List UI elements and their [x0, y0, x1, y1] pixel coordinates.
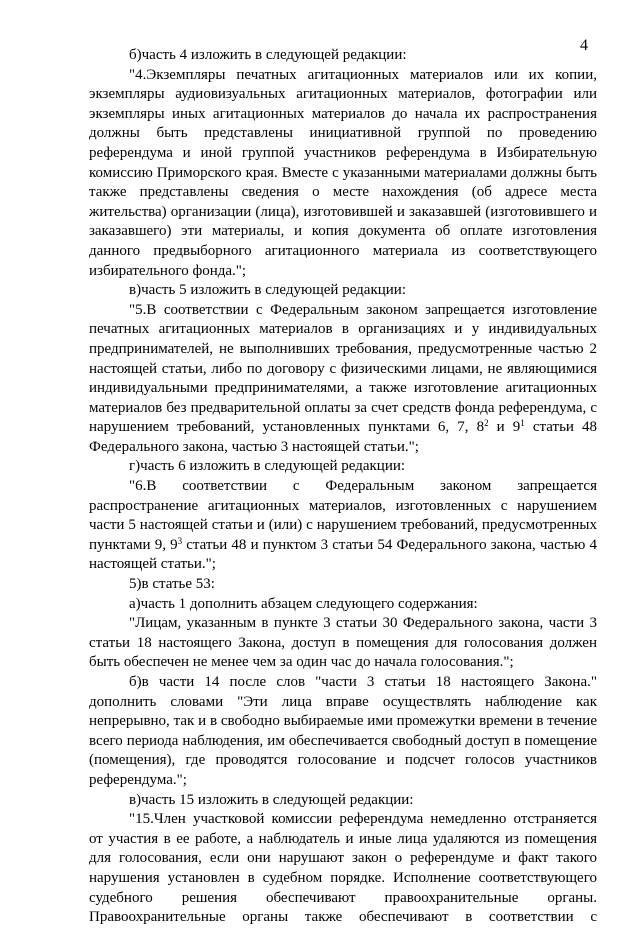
text-fragment: "6.В соответствии с Федеральным законом запрещается распространение агитационных материалов, изготовленных с нарушением части 5 настоящей статьи и (или) с нарушением требований, предусмотренных пунктами 9, 9: [89, 478, 597, 553]
paragraph-part15-text: "15.Член участковой комиссии референдума немедленно отстраняется от участия в ее работе, а наблюдатель и иные лица удаляются из помещения для голосования, если они нарушают закон о референдуме и факт такого нарушения установлен в судебном порядке. Исполнение соответствующего судебного решения обеспечивают правоохранительные органы. Правоохранительные органы также обеспечивают в соответствии с: [89, 811, 597, 926]
paragraph-part5-text: [89, 301, 597, 458]
paragraph-part5-heading: в)часть 5 изложить в следующей редакции:: [129, 282, 406, 299]
superscript: 1: [520, 418, 525, 429]
page-number: 4: [580, 37, 588, 54]
paragraph-subitem-b: б)в части 14 после слов "части 3 статьи 18 настоящего Закона." дополнить словами "Эти лица вправе осуществлять наблюдение как непрерывно, так и в свободно выбираемые ими промежутки времени в течение всего периода наблюдения, им обеспечивается свободный доступ в помещение (помещения), где проводятся голосование и подсчет голосов участников референдума.";: [89, 674, 597, 788]
paragraph-part6-text: [89, 477, 597, 575]
text-fragment: "5.В соответствии с Федеральным законом запрещается изготовление печатных агитационных материалов в организациях и у индивидуальных предпринимателей, не выполнивших требования, предусмотренные частью 2 настоящей статьи, либо по договору с физическими лицами, не являющимися индивидуальными предпринимателями, а также изготовление агитационных материалов без предварительной оплаты за счет средств фонда референдума, с нарушением требований, установленных пунктами 6, 7, 8: [89, 301, 597, 436]
superscript: 2: [484, 418, 489, 429]
document-body: [89, 46, 597, 928]
paragraph-part4-text: "4.Экземпляры печатных агитационных материалов или их копии, экземпляры аудиовизуальных агитационных материалов, фотографии или экземпляры иных агитационных материалов до начала их распространения должны быть представлены инициативной группой по проведению референдума и иной группой участников референдума в Избирательную комиссию Приморского края. Вместе с указанными материалами должны быть также представлены сведения о месте нахождения (об адресе места жительства) организации (лица), изготовившей и заказавшей (изготовившего и заказавшего) эти материалы, и копия документа об оплате изготовления данного предвыборного агитационного материала из соответствующего избирательного фонда.";: [89, 66, 597, 279]
paragraph-article53-heading: 5)в статье 53:: [129, 576, 215, 593]
paragraph-subitem-a: а)часть 1 дополнить абзацем следующего содержания:: [129, 595, 478, 612]
paragraph-subitem-a-text: "Лицам, указанным в пункте 3 статьи 30 Федерального закона, части 3 статьи 18 настоящего Закона, доступ в помещения для голосования должен быть обеспечен не менее чем за один час до начала голосования.";: [89, 615, 597, 671]
text-fragment: статьи 48 Федерального закона, частью 3 настоящей статьи.";: [89, 419, 598, 455]
paragraph-subitem-v: в)часть 15 изложить в следующей редакции:: [129, 791, 414, 808]
paragraph-part6-heading: г)часть 6 изложить в следующей редакции:: [129, 458, 406, 475]
superscript: 3: [177, 535, 183, 546]
text-fragment: статьи 48 и пунктом 3 статьи 54 Федерального закона, частью 4 настоящей статьи.";: [89, 536, 597, 573]
text-fragment: и 9: [488, 419, 521, 436]
paragraph-part4-heading: б)часть 4 изложить в следующей редакции:: [129, 47, 407, 63]
